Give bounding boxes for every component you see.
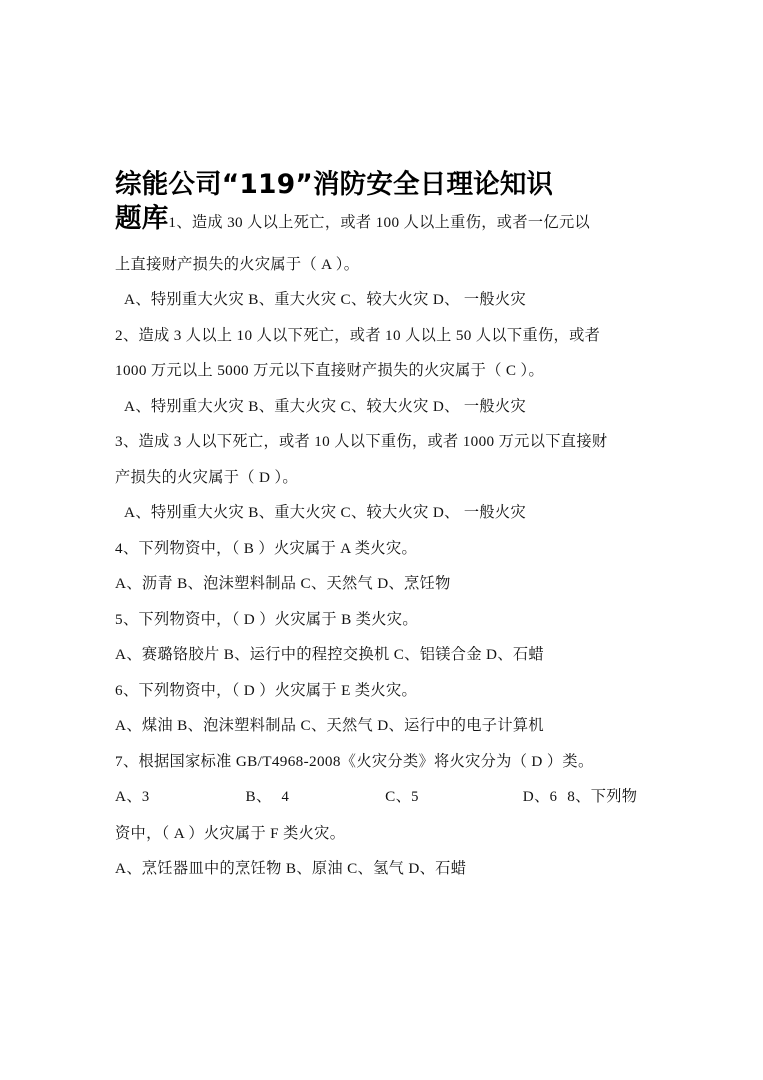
question-1-options: A、特别重大火灾 B、重大火灾 C、较大火灾 D、 一般火灾 [124,291,527,308]
question-1-stem-line-1: 1、造成 30 人以上死亡，或者 100 人以上重伤，或者一亿元以 [168,214,591,231]
question-2-options: A、特别重大火灾 B、重大火灾 C、较大火灾 D、 一般火灾 [124,397,527,415]
question-7-options-and-question-8-start [115,779,645,816]
question-3-stem-line-2: 产损失的火灾属于（ D ）。 [115,468,298,486]
question-4-stem: 4、下列物资中，（ B ）火灾属于 A 类火灾。 [115,539,418,557]
question-8-stem-line-2: 资中，（ A ）火灾属于 F 类火灾。 [115,824,346,842]
question-7-option-c-value: 5 [411,789,419,805]
question-5-options: A、赛璐铬胶片 B、运行中的程控交换机 C、铝镁合金 D、石蜡 [115,646,544,663]
question-3-stem-line-1: 3、造成 3 人以下死亡，或者 10 人以下重伤，或者 1000 万元以下直接财 [115,433,608,450]
question-7-option-a-label: A、 [115,788,142,805]
question-3-options: A、特别重大火灾 B、重大火灾 C、较大火灾 D、 一般火灾 [124,504,527,521]
question-2-stem-line-1: 2、造成 3 人以上 10 人以下死亡，或者 10 人以上 50 人以下重伤，或者 [115,326,601,344]
question-7-option-b-value: 4 [281,789,290,805]
question-5-stem: 5、下列物资中，（ D ）火灾属于 B 类火灾。 [115,610,418,628]
question-6-stem: 6、下列物资中，（ D ）火灾属于 E 类火灾。 [115,681,418,699]
question-7-stem: 7、根据国家标准 GB/T4968-2008《火灾分类》将火灾分为（ D ）类。 [115,752,594,770]
question-6-options: A、煤油 B、泡沫塑料制品 C、天然气 D、运行中的电子计算机 [115,717,544,734]
title-and-first-question [115,168,645,241]
question-7-option-a-value: 3 [141,789,150,805]
question-7-option-b-label: B、 [245,788,272,805]
page-title-line-1: 综能公司“119”消防安全日理论知识 [115,169,554,200]
question-1-stem-line-2: 上直接财产损失的火灾属于（ A ）。 [115,255,360,273]
question-8-options: A、烹饪器皿中的烹饪物 B、原油 C、氢气 D、石蜡 [115,860,467,877]
question-7-option-c-label: C、 [385,788,412,805]
question-7-option-d-label: D、 [522,788,550,805]
question-8-stem-inline-tail: 8、下列物 [567,788,638,805]
question-2-stem-line-2: 1000 万元以上 5000 万元以下直接财产损失的火灾属于（ C ）。 [115,362,544,379]
page-title-line-2: 题库 [115,203,169,234]
question-7-option-d-value: 6 [549,789,558,805]
question-4-options: A、沥青 B、泡沫塑料制品 C、天然气 D、烹饪物 [115,575,451,592]
